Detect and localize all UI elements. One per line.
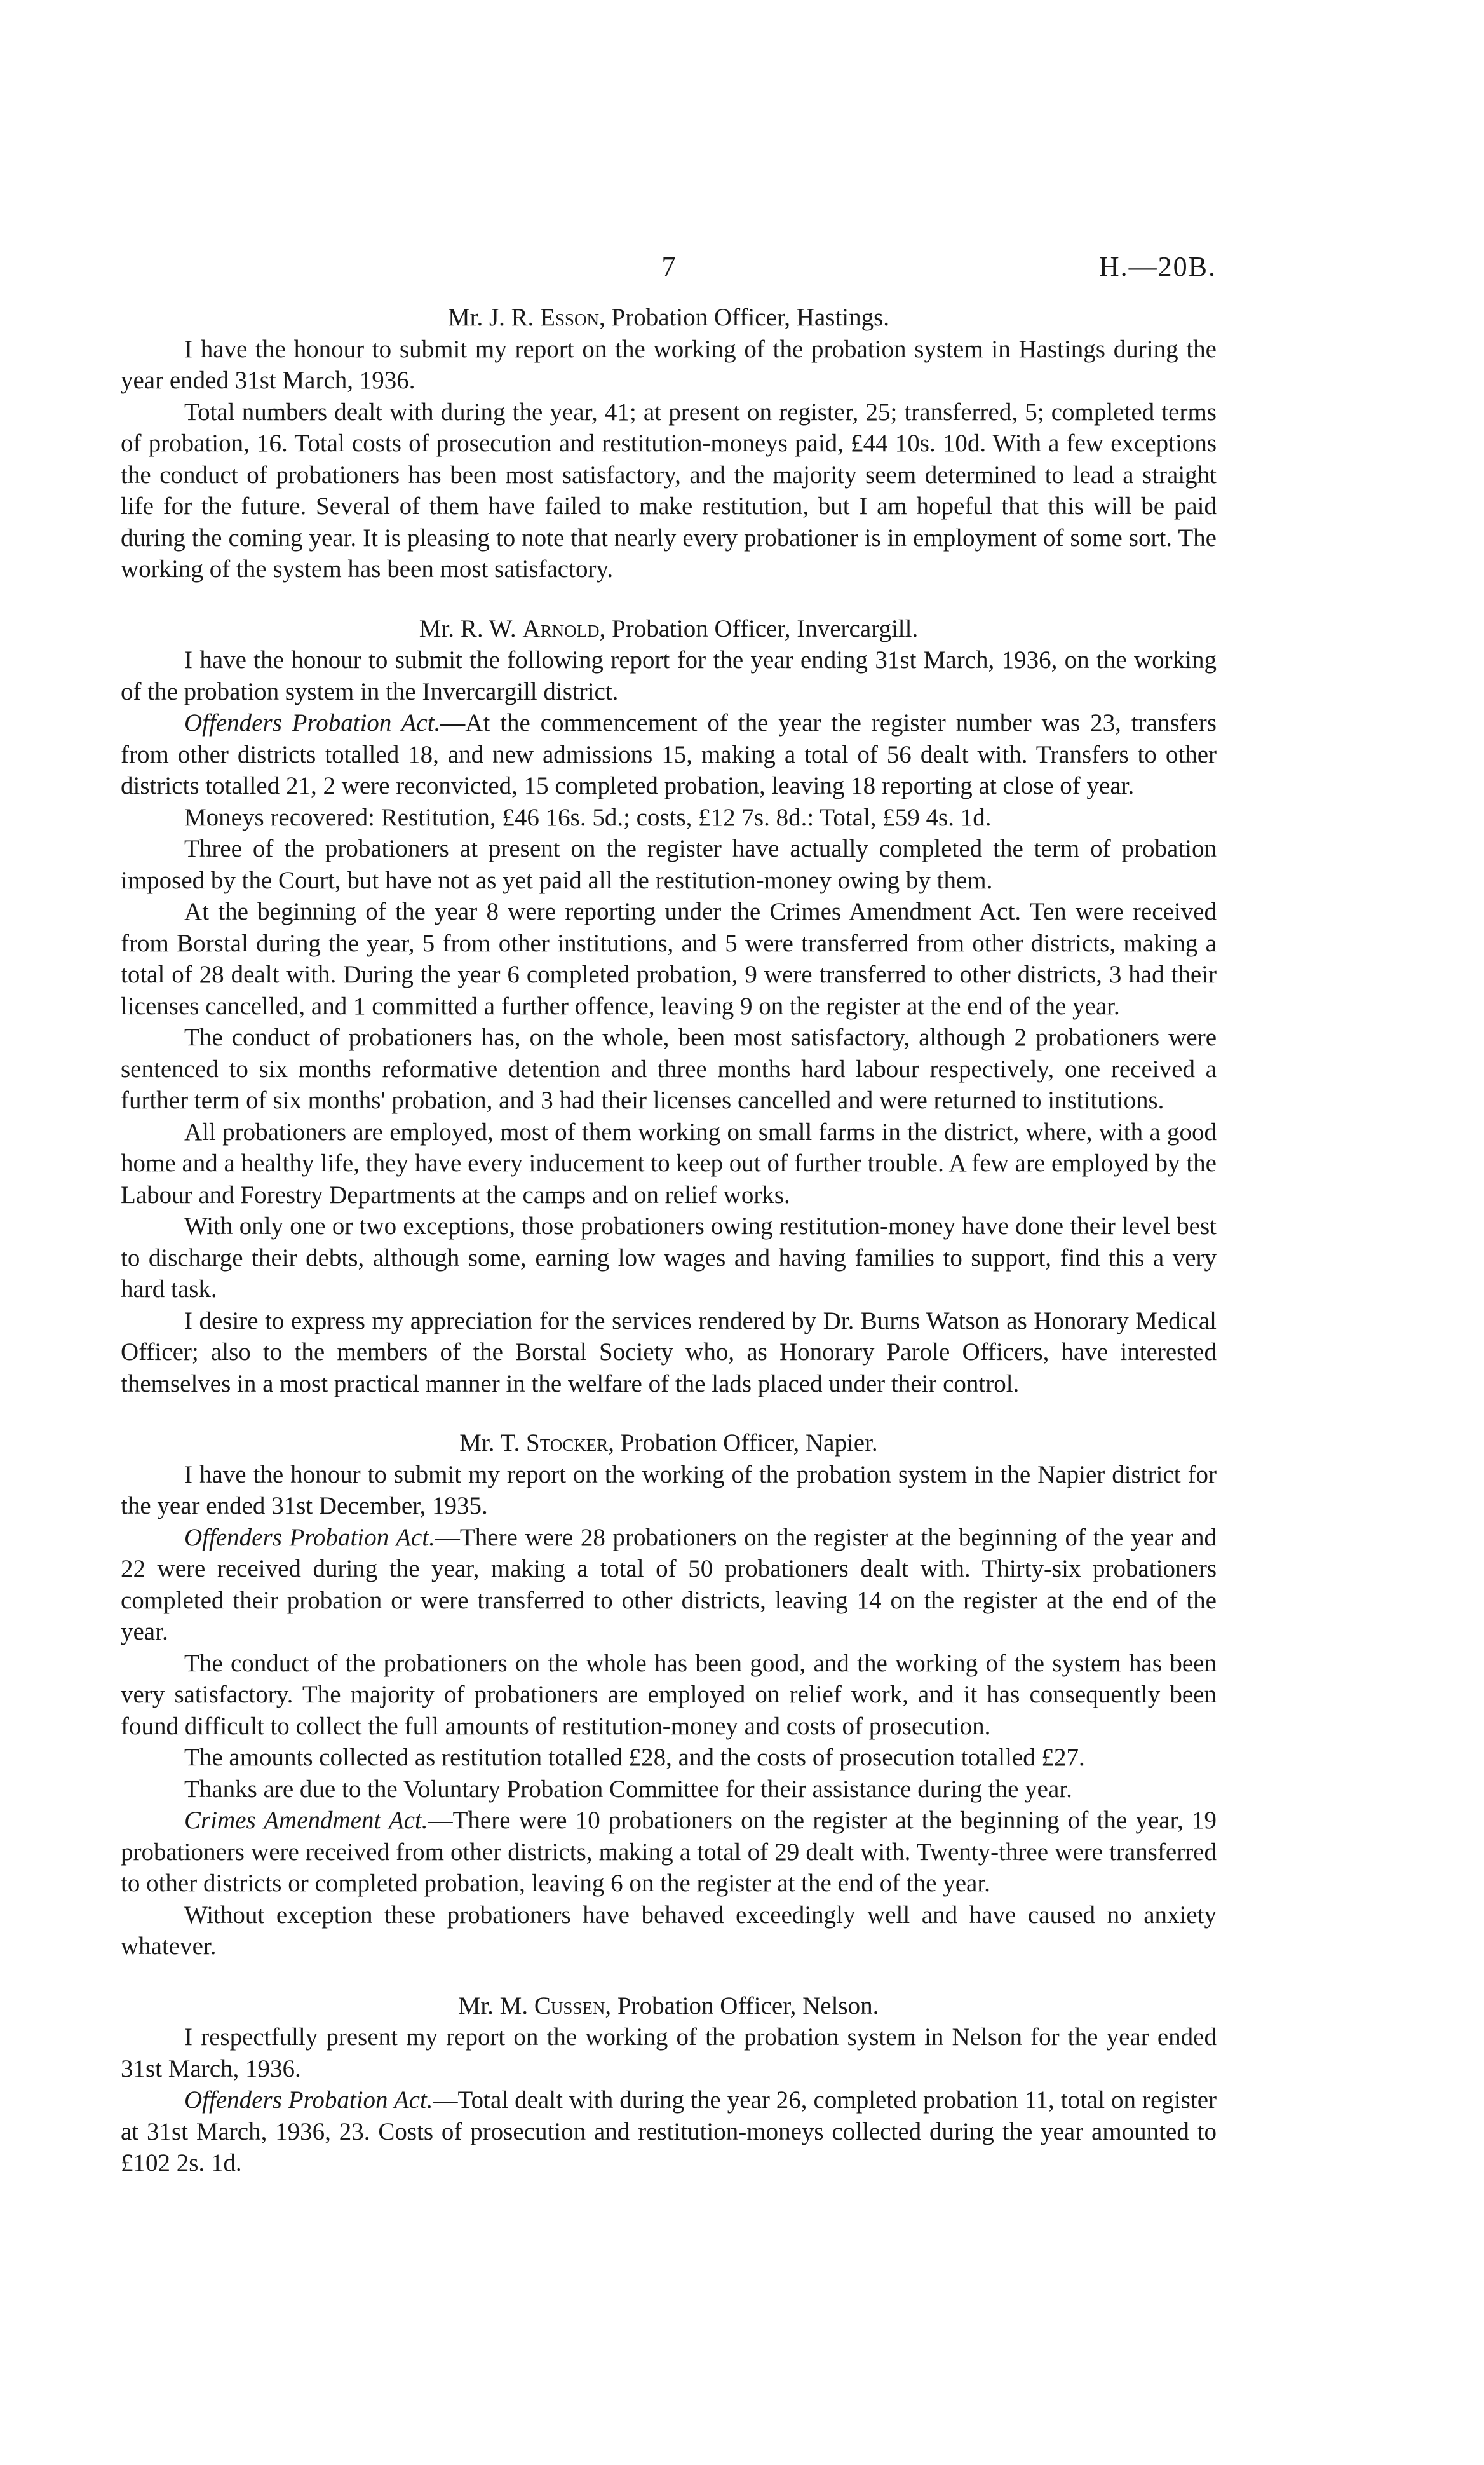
report-esson: [121, 302, 1217, 585]
paragraph: Offenders Probation Act.—Total dealt with during the year 26, completed probation 11, total on register at 31st March, 1936, 23. Costs of prosecution and restitution-moneys collected during the year amounted to £102 2s. 1d.: [121, 2086, 1217, 2176]
document-page: [121, 251, 1217, 2179]
paragraph: The conduct of the probationers on the whole has been good, and the working of the system has been very satisfactory. The majority of probationers are employed on relief work, and it has consequently been found difficult to collect the full amounts of restitution-money and costs of prosecution.: [121, 1649, 1217, 1740]
paragraph: At the beginning of the year 8 were reporting under the Crimes Amendment Act. Ten were received from Borstal during the year, 5 from other institutions, and 5 were transferred from other districts, making a total of 28 dealt with. During the year 6 completed probation, 9 were transferred to other districts, 3 had their licenses cancelled, and 1 committed a further offence, leaving 9 on the register at the end of the year.: [121, 898, 1217, 1020]
paragraph: The amounts collected as restitution totalled £28, and the costs of prosecution totalled £27.: [184, 1744, 1085, 1771]
document-reference: H.—20B.: [1098, 251, 1217, 282]
paragraph: Without exception these probationers have behaved exceedingly well and have caused no anxiety whatever.: [121, 1901, 1217, 1960]
officer-surname: Arnold: [522, 615, 600, 642]
paragraph: Offenders Probation Act.—At the commencement of the year the register number was 23, transfers from other districts totalled 18, and new admissions 15, making a total of 56 dealt with. Transfers to other districts totalled 21, 2 were reconvicted, 15 completed probation, leaving 18 reporting at close of year.: [121, 709, 1217, 799]
section-title: Crimes Amendment Act.: [184, 1807, 428, 1834]
section-title: Offenders Probation Act.: [184, 1523, 435, 1551]
section-title: Offenders Probation Act.: [184, 709, 441, 737]
running-header: [121, 251, 1217, 302]
paragraph: I have the honour to submit my report on the working of the probation system in Hastings during the year ended 31st March, 1936.: [121, 335, 1217, 394]
officer-surname: Stocker: [526, 1429, 609, 1457]
paragraph: Crimes Amendment Act.—There were 10 probationers on the register at the beginning of the year, 19 probationers were received from other districts, making a total of 29 dealt with. Twenty-three were transferred to other districts or completed probation, leaving 6 on the register at the end of the year.: [121, 1807, 1217, 1897]
paragraph: Offenders Probation Act.—There were 28 probationers on the register at the beginning of the year and 22 were received during the year, making a total of 50 probationers dealt with. Thirty-six probationers completed their probation or were transferred to other districts, leaving 14 on the register at the end of the year.: [121, 1523, 1217, 1645]
paragraph: Three of the probationers at present on the register have actually completed the term of probation imposed by the Court, but have not as yet paid all the restitution-money owing by them.: [121, 835, 1217, 894]
paragraph: Moneys recovered: Restitution, £46 16s. 5d.; costs, £12 7s. 8d.: Total, £59 4s. 1d.: [184, 803, 992, 831]
report-heading: Mr. M. Cussen, Probation Officer, Nelson.: [458, 1992, 879, 2020]
paragraph: All probationers are employed, most of them working on small farms in the district, where, with a good home and a healthy life, they have every inducement to keep out of further trouble. A few are employed by the Labour and Forestry Departments at the camps and on relief works.: [121, 1118, 1217, 1209]
paragraph: I respectfully present my report on the working of the probation system in Nelson for the year ended 31st March, 1936.: [121, 2023, 1217, 2082]
paragraph: With only one or two exceptions, those probationers owing restitution-money have done their level best to discharge their debts, although some, earning low wages and having families to support, find this a very hard task.: [121, 1212, 1217, 1303]
paragraph: Total numbers dealt with during the year, 41; at present on register, 25; transferred, 5; completed terms of probation, 16. Total costs of prosecution and restitution-moneys paid, £44 10s. 10d. With a few exceptions the conduct of probationers has been most satisfactory, and the majority seem determined to lead a straight life for the future. Several of them have failed to make restitution, but I am hopeful that this will be paid during the coming year. It is pleasing to note that nearly every probationer is in employment of some sort. The working of the system has been most satisfactory.: [121, 398, 1217, 583]
paragraph: Thanks are due to the Voluntary Probation Committee for their assistance during the year.: [184, 1775, 1072, 1803]
report-heading: Mr. J. R. Esson, Probation Officer, Hastings.: [447, 304, 890, 331]
page-number: 7: [661, 251, 676, 282]
officer-surname: Cussen: [534, 1992, 605, 2020]
paragraph: I have the honour to submit the following report for the year ending 31st March, 1936, on the working of the probation system in the Invercargill district.: [121, 646, 1217, 705]
report-heading: Mr. T. Stocker, Probation Officer, Napier.: [459, 1429, 878, 1457]
report-stocker: [121, 1427, 1217, 1962]
paragraph: I have the honour to submit my report on the working of the probation system in the Napier district for the year ended 31st December, 1935.: [121, 1460, 1217, 1519]
section-title: Offenders Probation Act.: [184, 2086, 433, 2114]
officer-surname: Esson: [540, 304, 600, 331]
report-heading: Mr. R. W. Arnold, Probation Officer, Invercargill.: [419, 615, 919, 642]
paragraph: I desire to express my appreciation for the services rendered by Dr. Burns Watson as Honorary Medical Officer; also to the members of the Borstal Society who, as Honorary Parole Officers, have interested themselves in a most practical manner in the welfare of the lads placed under their control.: [121, 1307, 1217, 1397]
paragraph: The conduct of probationers has, on the whole, been most satisfactory, although 2 probationers were sentenced to six months reformative detention and three months hard labour respectively, one received a further term of six months' probation, and 3 had their licenses cancelled and were returned to institutions.: [121, 1024, 1217, 1114]
report-arnold: [121, 613, 1217, 1400]
report-cussen: [121, 1990, 1217, 2179]
